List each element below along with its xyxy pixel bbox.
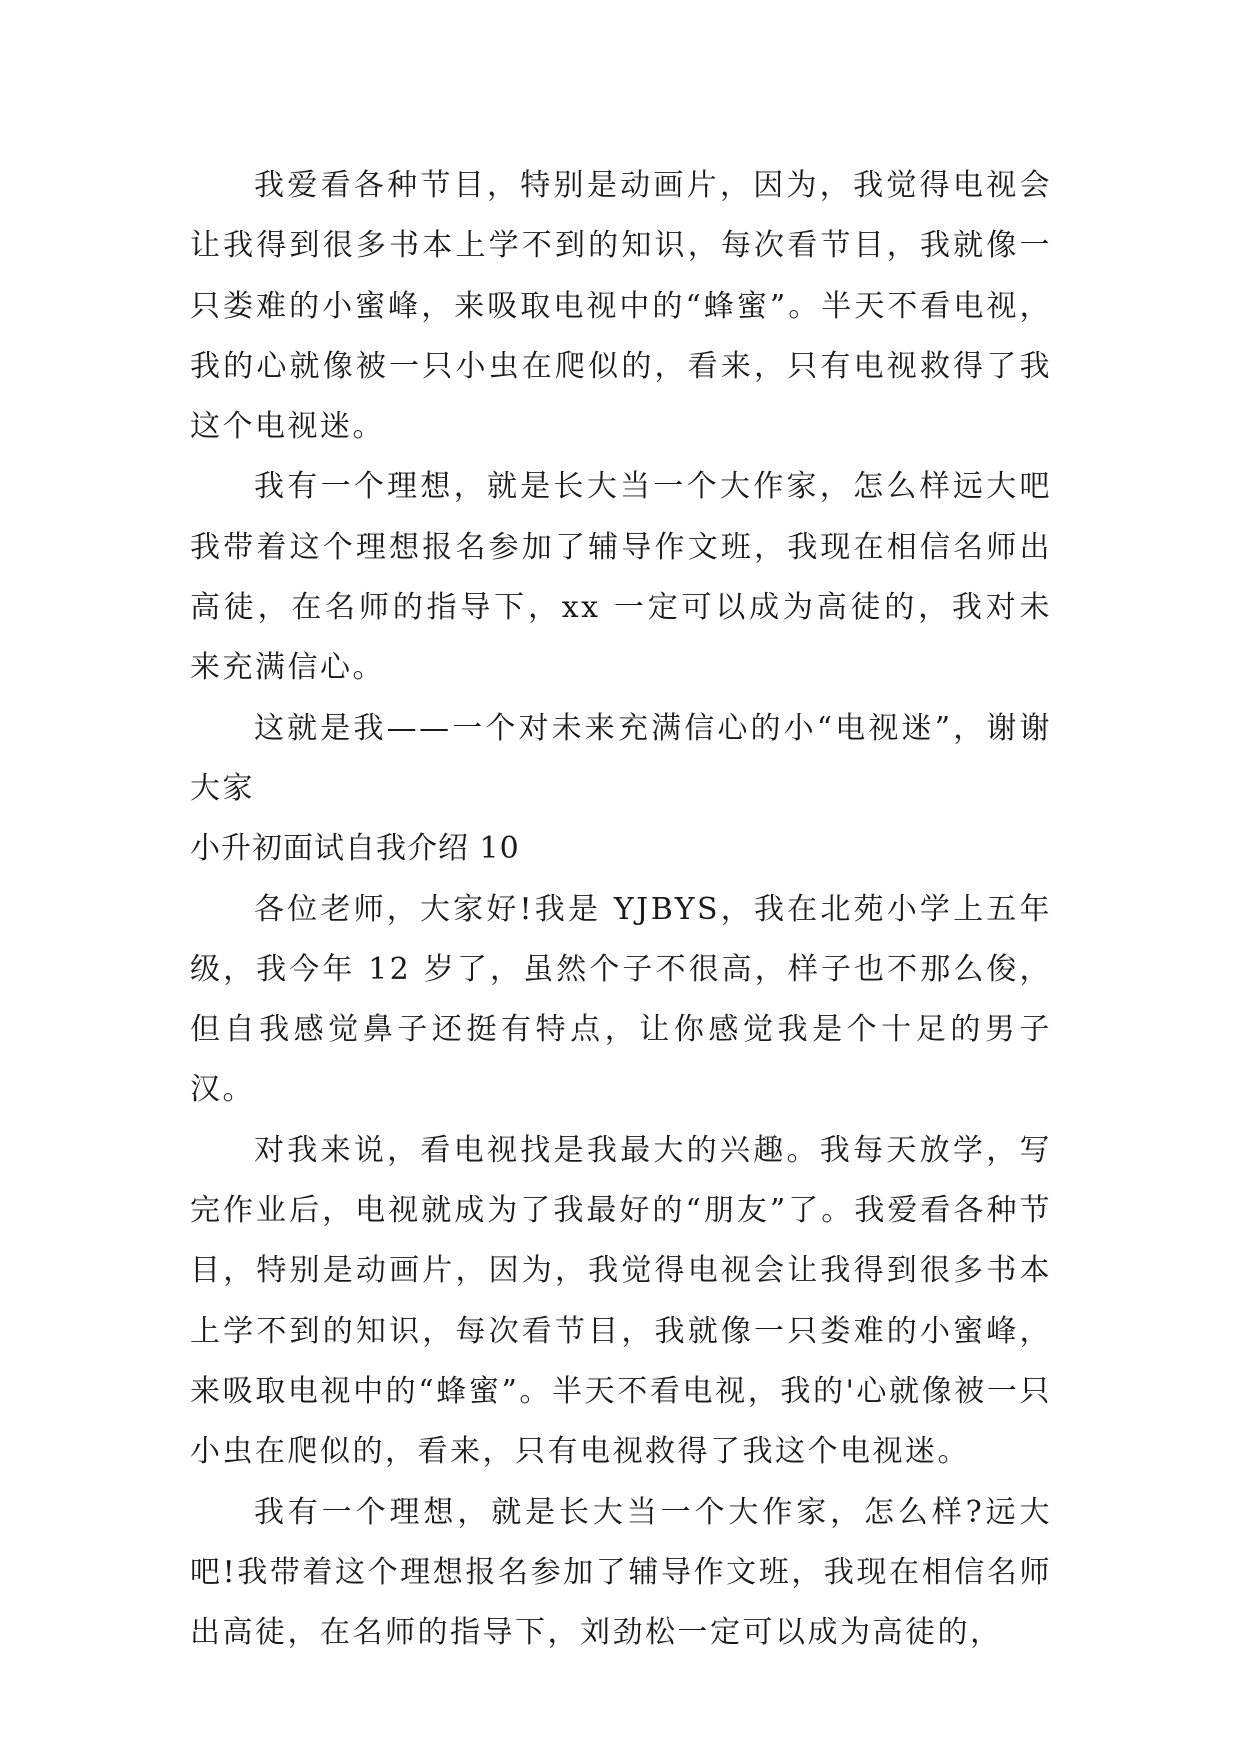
section-heading: 小升初面试自我介绍 10	[190, 831, 520, 867]
paragraph-tv-interest: 对我来说，看电视找是我最大的兴趣。我每天放学，写完作业后，电视就成为了我最好的“朋友”了。我爱看各种节目，特别是动画片，因为，我觉得电视会让我得到很多书本上学不到的知识，每次看节目，我就像一只娄难的小蜜峰，来吸取电视中的“蜂蜜”。半天不看电视，我的'心就像被一只小虫在爬似的，看来，只有电视救得了我这个电视迷。	[190, 1132, 1052, 1470]
paragraph-dream-continued: 我有一个理想，就是长大当一个大作家，怎么样?远大吧!我带着这个理想报名参加了辅导作文班，我现在相信名师出高徒，在名师的指导下，刘劲松一定可以成为高徒的，	[190, 1494, 1052, 1651]
paragraph-closing-thanks: 这就是我——一个对未来充满信心的小“电视迷”，谢谢大家	[190, 710, 1052, 806]
paragraph-self-intro: 各位老师，大家好!我是 YJBYS，我在北苑小学上五年级，我今年 12 岁了，虽然个子不很高，样子也不那么俊，但自我感觉鼻子还挺有特点，让你感觉我是个十足的男子汉。	[190, 891, 1052, 1108]
paragraph-dream-writer: 我有一个理想，就是长大当一个大作家，怎么样远大吧我带着这个理想报名参加了辅导作文班，我现在相信名师出高徒，在名师的指导下，xx 一定可以成为高徒的，我对未来充满信心。	[190, 469, 1052, 686]
document-body	[190, 156, 1052, 1663]
paragraph-tv-programs: 我爱看各种节目，特别是动画片，因为，我觉得电视会让我得到很多书本上学不到的知识，每次看节目，我就像一只娄难的小蜜峰，来吸取电视中的“蜂蜜”。半天不看电视，我的心就像被一只小虫在爬似的，看来，只有电视救得了我这个电视迷。	[190, 168, 1052, 445]
